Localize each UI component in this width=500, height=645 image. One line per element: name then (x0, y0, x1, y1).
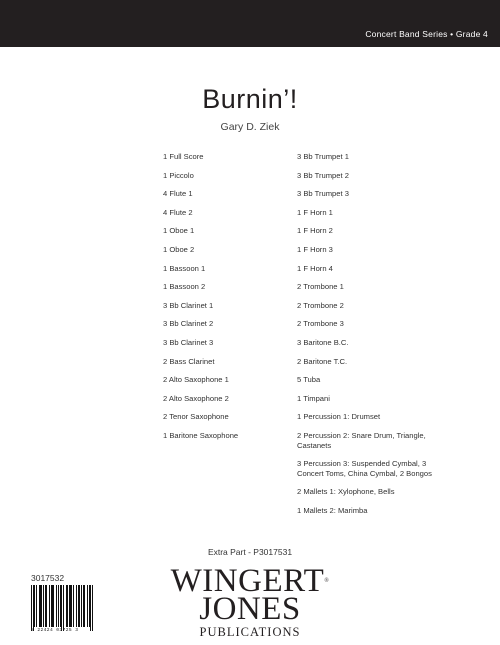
part-item: 3 Bb Clarinet 2 (163, 319, 214, 329)
part-item: 1 Bassoon 2 (163, 282, 206, 292)
barcode-number: 8 22424 03725 3 (31, 628, 79, 633)
part-item: 2 Mallets 1: Xylophone, Bells (297, 487, 395, 497)
part-item: 2 Trombone 1 (297, 282, 344, 292)
part-item: 3 Bb Trumpet 1 (297, 152, 349, 161)
part-item: 1 Oboe 1 (163, 226, 195, 236)
header-bar (0, 0, 500, 47)
part-item: 1 F Horn 2 (297, 226, 333, 236)
publisher-line1: WINGERT® (170, 563, 330, 599)
composer-name: Gary D. Ziek (220, 121, 280, 133)
part-item: 2 Trombone 2 (297, 300, 344, 310)
part-item: 1 Mallets 2: Marimba (297, 505, 368, 515)
part-item: 1 F Horn 3 (297, 244, 333, 254)
part-item: 2 Tenor Saxophone (163, 412, 229, 422)
publisher-logo (155, 563, 345, 639)
part-item: 1 Timpani (297, 393, 330, 403)
extra-part-label: Extra Part - P3017531 (207, 547, 293, 557)
publisher-line2: JONES (199, 591, 301, 627)
parts-list-right (297, 152, 487, 524)
part-item: 2 Alto Saxophone 2 (163, 393, 229, 403)
part-item: 2 Baritone T.C. (297, 356, 348, 366)
part-item: 1 F Horn 1 (297, 207, 333, 217)
part-item: 3 Percussion 3: Suspended Cymbal, 3 Concert Toms, China Cymbal, 2 Bongos (297, 459, 432, 478)
catalog-number: 3017532 (31, 573, 65, 583)
part-item: 4 Flute 2 (163, 207, 193, 217)
part-item: 2 Percussion 2: Snare Drum, Triangle, Castanets (297, 430, 426, 450)
part-item: 4 Flute 1 (163, 189, 193, 199)
part-item: 3 Bb Clarinet 1 (163, 300, 214, 310)
part-item: 3 Bb Trumpet 2 (297, 170, 349, 180)
series-label: Concert Band Series • Grade 4 (365, 29, 488, 39)
part-item: 1 Baritone Saxophone (163, 430, 239, 440)
part-item: 1 Piccolo (163, 170, 194, 180)
publisher-line3: PUBLICATIONS (199, 625, 301, 639)
part-item: 5 Tuba (297, 375, 321, 385)
part-item: 3 Bb Clarinet 3 (163, 337, 214, 347)
part-item: 3 Bb Trumpet 3 (297, 189, 349, 199)
part-item: 2 Alto Saxophone 1 (163, 375, 229, 385)
page-title: Burnin’! (202, 84, 298, 114)
part-item: 2 Bass Clarinet (163, 356, 215, 366)
part-item: 3 Baritone B.C. (297, 337, 349, 347)
part-item: 2 Trombone 3 (297, 319, 344, 329)
part-item: 1 Bassoon 1 (163, 263, 206, 273)
parts-list-left (163, 152, 283, 450)
part-item: 1 Full Score (163, 152, 204, 161)
part-item: 1 Percussion 1: Drumset (297, 412, 381, 422)
part-item: 1 F Horn 4 (297, 263, 333, 273)
part-item: 1 Oboe 2 (163, 244, 195, 254)
